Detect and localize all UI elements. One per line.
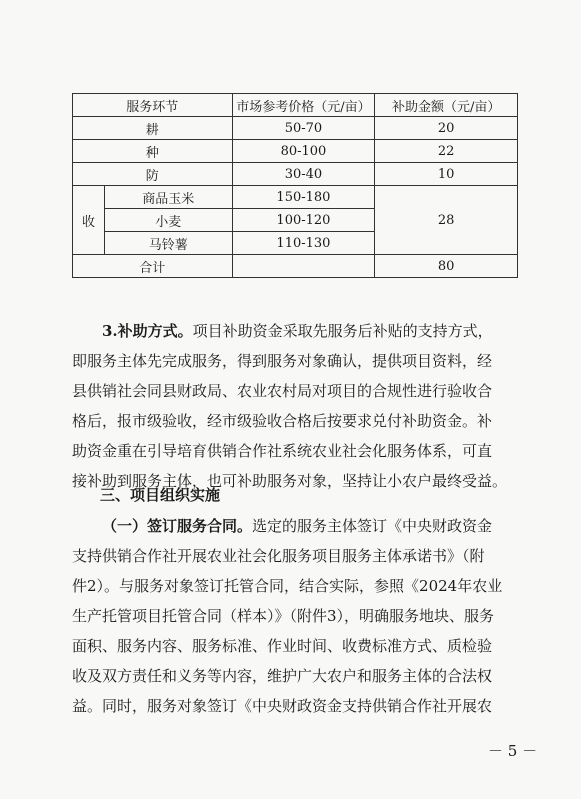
row-subsidy: 10 [375,163,518,186]
paragraph-line: 面积、服务内容、服务标准、作业时间、收费标准方式、质检验 [72,637,493,655]
header-subsidy: 补助金额（元/亩） [375,94,518,117]
table-total-row [73,255,518,278]
table-row [73,117,518,140]
paragraph-line: 接补助到服务主体，也可补助服务对象，坚持让小农户最终受益。 [72,472,508,490]
harvest-label: 收 [73,186,105,255]
table-row [73,163,518,186]
total-empty [232,255,375,278]
row-subsidy: 22 [375,140,518,163]
header-price: 市场参考价格（元/亩） [232,94,375,117]
row-price: 150-180 [232,186,375,209]
subsidy-method-paragraph [72,316,518,496]
section-heading: 三、项目组织实施 [100,486,221,504]
paragraph-line: 益。同时，服务对象签订《中央财政资金支持供销合作社开展农 [72,697,493,715]
row-item: 种 [73,140,233,163]
paragraph-line: （一）签订服务合同。选定的服务主体签订《中央财政资金 [102,517,493,535]
row-item: 防 [73,163,233,186]
total-value: 80 [375,255,518,278]
row-price: 100-120 [232,209,375,232]
harvest-subsidy: 28 [375,186,518,255]
table-header-row [73,94,518,117]
paragraph-line: 助资金重在引导培育供销合作社系统农业社会化服务体系，可直 [72,442,493,460]
paragraph-line: 县供销社会同县财政局、农业农村局对项目的合规性进行验收合 [72,382,493,400]
row-price: 110-130 [232,232,375,255]
row-price: 80-100 [232,140,375,163]
row-price: 30-40 [232,163,375,186]
header-service: 服务环节 [73,94,233,117]
total-label: 合计 [73,255,233,278]
paragraph-line: 支持供销合作社开展农业社会化服务项目服务主体承诺书》（附 [72,547,485,565]
contract-paragraph [72,511,518,721]
paragraph-line: 3.补助方式。项目补助资金采取先服务后补贴的支持方式， [102,322,493,340]
subsidy-table [72,93,518,278]
row-item: 耕 [73,117,233,140]
table-row [73,140,518,163]
row-item: 商品玉米 [104,186,232,209]
page-number: － 5 － [488,742,538,760]
paragraph-line: 生产托管项目托管合同（样本）》（附件3），明确服务地块、服务 [72,607,495,625]
contract-heading: （一）签订服务合同。 [102,517,253,535]
row-item: 小麦 [104,209,232,232]
subsidy-method-heading: 3.补助方式。 [102,322,193,340]
paragraph-line: 格后，报市级验收，经市级验收合格后按要求兑付补助资金。补 [72,412,493,430]
paragraph-line: 收及双方责任和义务等内容，维护广大农户和服务主体的合法权 [72,667,493,685]
table-row [73,186,518,209]
paragraph-line: 件2）。与服务对象签订托管合同，结合实际，参照《2024年农业 [72,577,503,595]
row-subsidy: 20 [375,117,518,140]
row-item: 马铃薯 [104,232,232,255]
row-price: 50-70 [232,117,375,140]
paragraph-line: 即服务主体先完成服务，得到服务对象确认，提供项目资料，经 [72,352,493,370]
